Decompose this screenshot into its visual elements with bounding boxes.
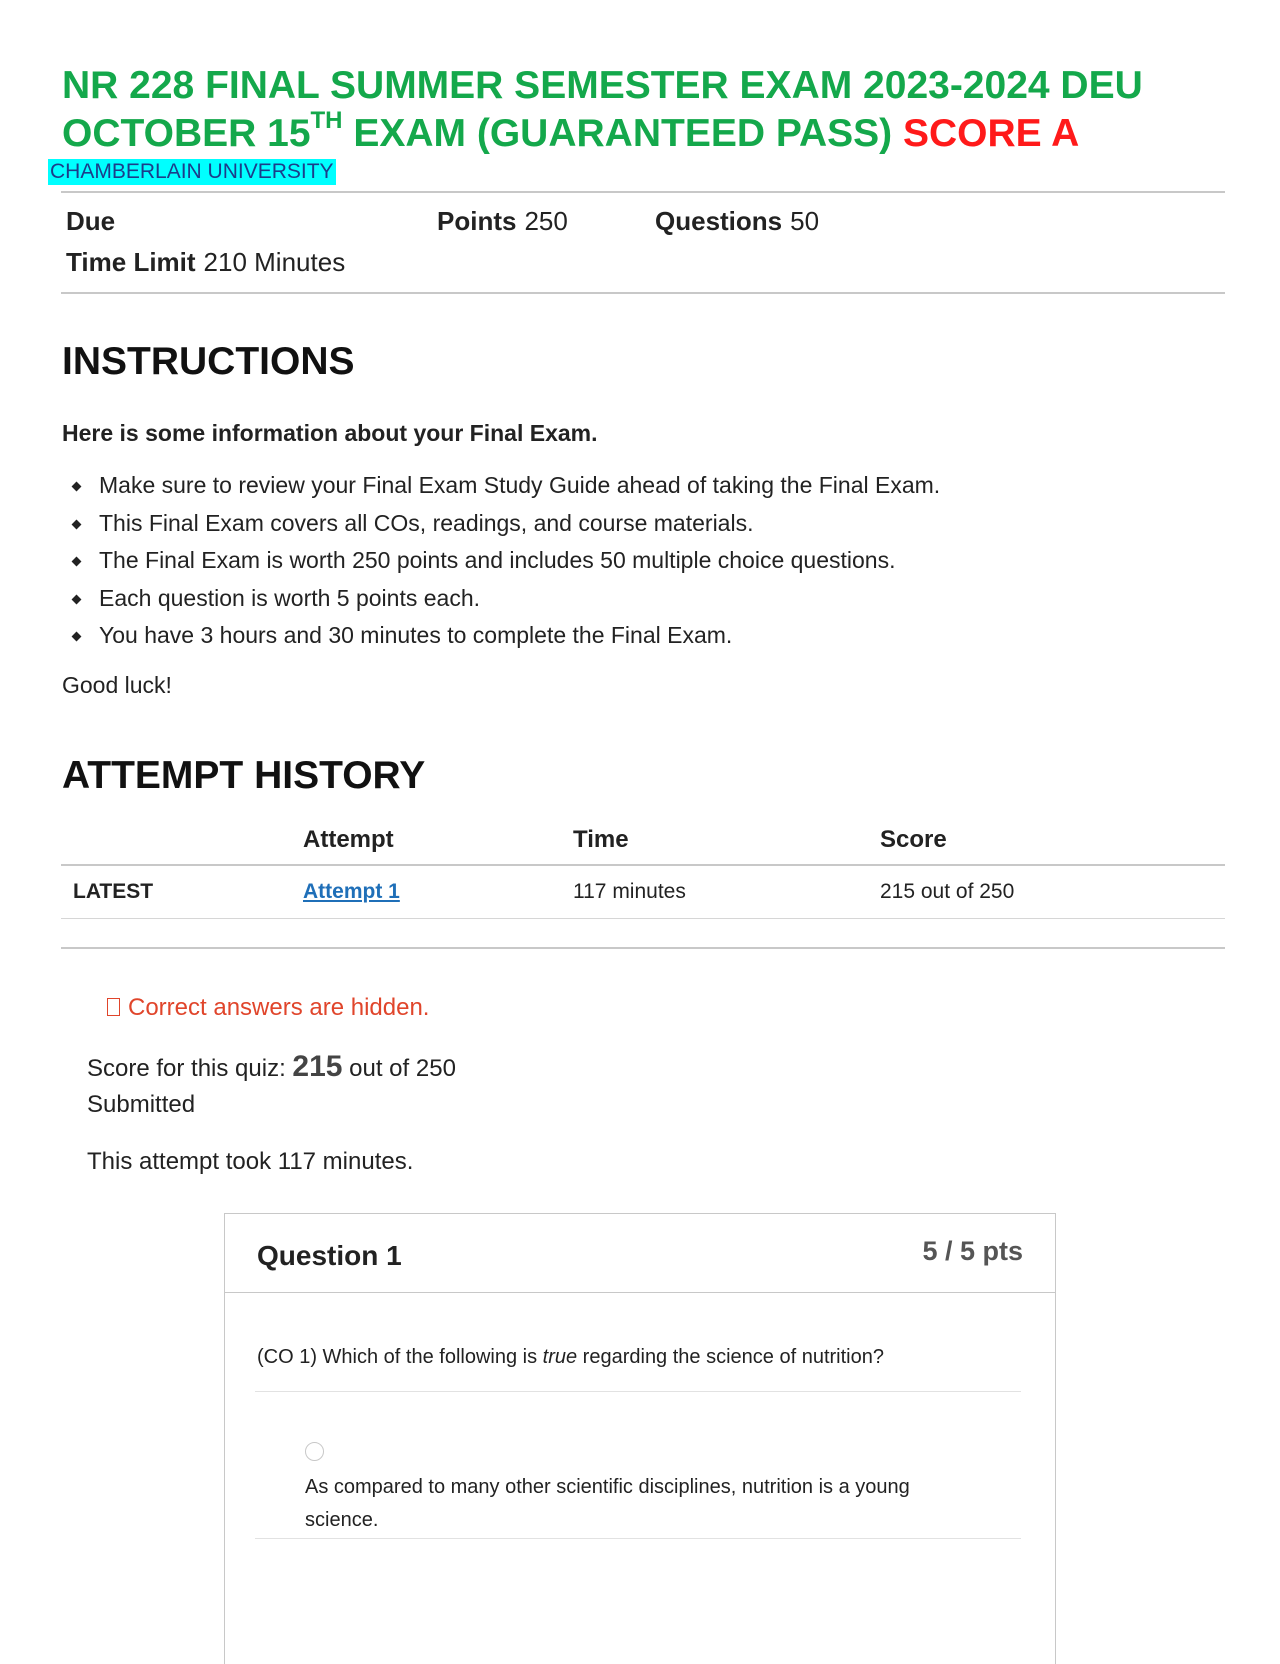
points-value: 250 <box>524 206 568 236</box>
table-row <box>61 865 1225 919</box>
questions-label: Questions <box>655 206 783 236</box>
quiz-score <box>87 1050 456 1084</box>
answer-radio[interactable] <box>305 1442 324 1461</box>
university-label: CHAMBERLAIN UNIVERSITY <box>50 160 334 183</box>
title-line-2-end: EXAM (GUARANTEED PASS) <box>342 112 903 155</box>
table-row-empty <box>61 919 1225 950</box>
table-header-row <box>61 826 1225 865</box>
question-header <box>225 1214 1055 1293</box>
list-item: Each question is worth 5 points each. <box>62 580 940 618</box>
questions-value: 50 <box>790 206 820 236</box>
answer-divider <box>255 1538 1021 1539</box>
time-limit-value: 210 Minutes <box>203 247 346 277</box>
column-header <box>61 826 303 865</box>
instructions-list <box>62 467 940 655</box>
title-score: SCORE A <box>903 112 1080 155</box>
attempt-history-table <box>61 826 1225 949</box>
due-field <box>66 206 123 237</box>
question-text-end: regarding the science of nutrition? <box>577 1346 884 1368</box>
list-item: You have 3 hours and 30 minutes to complete the Final Exam. <box>62 617 940 655</box>
attempt-cell <box>303 865 573 919</box>
instructions-heading: INSTRUCTIONS <box>62 340 355 383</box>
attempt-history-heading: ATTEMPT HISTORY <box>62 754 426 797</box>
answer-option: As compared to many other scientific disciplines, nutrition is a young science. <box>305 1476 910 1531</box>
divider-history <box>61 947 1225 949</box>
question-points: 5 / 5 pts <box>922 1236 1023 1266</box>
questions-field <box>655 206 819 237</box>
document-title <box>62 62 1212 158</box>
latest-label: LATEST <box>61 865 303 919</box>
score-cell: 215 out of 250 <box>880 865 1225 919</box>
divider-meta <box>61 292 1225 294</box>
column-header: Time <box>573 826 880 865</box>
closing-text: Good luck! <box>62 672 172 698</box>
points-label: Points <box>437 206 517 236</box>
list-item: This Final Exam covers all COs, readings, and course materials. <box>62 505 940 543</box>
title-line-1: NR 228 FINAL SUMMER SEMESTER EXAM 2023-2024 DEU <box>62 64 1143 107</box>
attempt-duration: This attempt took 117 minutes. <box>87 1148 414 1175</box>
title-superscript: TH <box>310 107 343 134</box>
question-text-emphasis: true <box>542 1346 578 1368</box>
column-header: Score <box>880 826 1225 865</box>
column-header: Attempt <box>303 826 573 865</box>
instructions-intro: Here is some information about your Final Exam. <box>62 420 598 446</box>
time-limit-field <box>66 247 345 278</box>
question-text <box>257 1346 884 1369</box>
list-item: The Final Exam is worth 250 points and includes 50 multiple choice questions. <box>62 542 940 580</box>
question-divider <box>255 1391 1021 1392</box>
title-line-2-start: OCTOBER 15 <box>62 112 311 155</box>
empty-cell <box>61 919 1225 950</box>
points-field <box>437 206 568 237</box>
question-text-start: (CO 1) Which of the following is <box>257 1346 543 1368</box>
question-title: Question 1 <box>257 1240 402 1271</box>
time-cell: 117 minutes <box>573 865 880 919</box>
quiz-score-prefix: Score for this quiz: <box>87 1055 293 1082</box>
hidden-answers-text: Correct answers are hidden. <box>128 994 430 1021</box>
warning-icon <box>107 998 120 1016</box>
list-item: Make sure to review your Final Exam Study Guide ahead of taking the Final Exam. <box>62 467 940 505</box>
attempt-link[interactable]: Attempt 1 <box>303 880 400 903</box>
due-label: Due <box>66 206 116 236</box>
question-card <box>224 1213 1056 1664</box>
time-limit-label: Time Limit <box>66 247 196 277</box>
quiz-score-suffix: out of 250 <box>342 1055 456 1082</box>
quiz-score-value: 215 <box>292 1050 343 1083</box>
divider-top <box>61 191 1225 193</box>
submission-status: Submitted <box>87 1091 196 1118</box>
hidden-answers-note <box>107 994 429 1022</box>
